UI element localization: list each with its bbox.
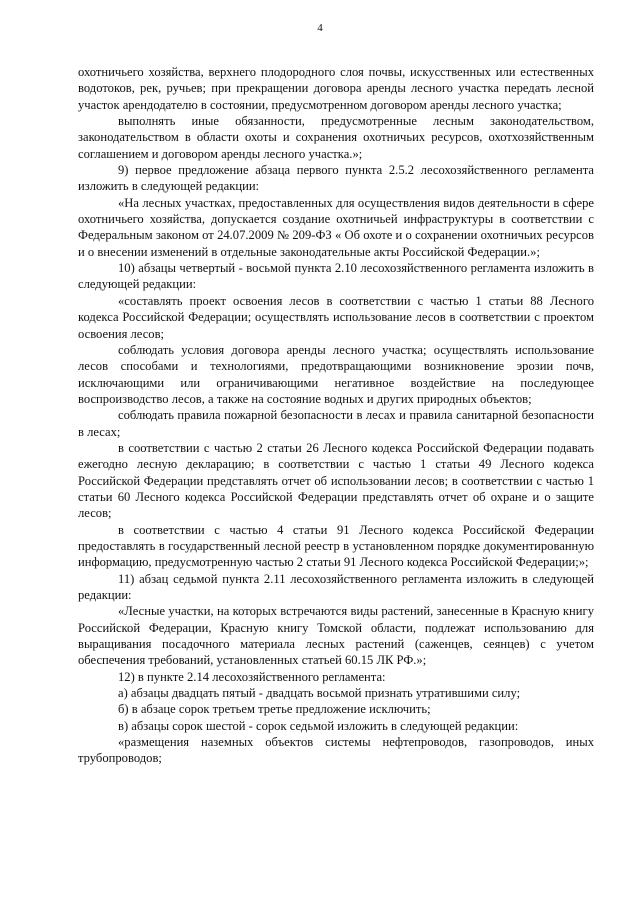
paragraph-2: выполнять иные обязанности, предусмотренные лесным законодательством, законодательством в области охоты и сохранения охотничьих ресурсов, охотхозяйственным соглашением и договором аренды лесного участка.»; [78, 114, 594, 161]
paragraph-5: 10) абзацы четвертый - восьмой пункта 2.10 лесохозяйственного регламента изложить в следующей редакции: [78, 261, 594, 292]
paragraph-17: «размещения наземных объектов системы нефтепроводов, газопроводов, иных трубопроводов; [78, 735, 594, 766]
document-body [78, 64, 594, 767]
paragraph-10: в соответствии с частью 4 статьи 91 Лесного кодекса Российской Федерации предоставлять в государственный лесной реестр в установленном порядке документированную информацию, предусмотренную частью 2 статьи 91 Лесного кодекса Российской Федерации;»; [78, 522, 594, 570]
paragraph-15: б) в абзаце сорок третьем третье предложение исключить; [118, 702, 431, 717]
paragraph-7: соблюдать условия договора аренды лесного участка; осуществлять использование лесов способами и технологиями, предотвращающими возникновение эрозии почв, исключающими или ограничивающими негативное воздействие на последующее воспроизводство лесов, а также на состояние водных и других природных объектов; [78, 342, 594, 406]
paragraph-14: а) абзацы двадцать пятый - двадцать восьмой признать утратившими силу; [118, 686, 521, 701]
paragraph-6: «составлять проект освоения лесов в соответствии с частью 1 статьи 88 Лесного кодекса Российской Федерации; осуществлять использование лесов в соответствии с проектом освоения лесов; [78, 293, 594, 341]
paragraph-11: 11) абзац седьмой пункта 2.11 лесохозяйственного регламента изложить в следующей редакции: [78, 571, 594, 602]
paragraph-1: охотничьего хозяйства, верхнего плодородного слоя почвы, искусственных или естественных водотоков, рек, ручьев; при прекращении договора аренды лесного участка передать лесной участок арендодателю в состоянии, предусмотренном договором аренды лесного участка; [78, 65, 594, 112]
paragraph-8: соблюдать правила пожарной безопасности в лесах и правила санитарной безопасности в лесах; [78, 408, 594, 439]
paragraph-4: «На лесных участках, предоставленных для осуществления видов деятельности в сфере охотничьего хозяйства, допускается создание охотничьей инфраструктуры в соответствии с Федеральным законом от 24.07.2009 № 209-ФЗ « Об охоте и о сохранении охотничьих ресурсов и о внесении изменений в отдельные законодательные акты Российской Федерации.»; [78, 195, 594, 259]
page-number: 4 [317, 22, 323, 34]
paragraph-9: в соответствии с частью 2 статьи 26 Лесного кодекса Российской Федерации подавать ежегодно лесную декларацию; в соответствии с частью 1 статьи 49 Лесного кодекса Российской Федерации представлять отчет об использовании лесов; в соответствии с частью 1 статьи 60 Лесного кодекса Российской Федерации представлять отчет об охране и о защите лесов; [78, 440, 594, 521]
paragraph-3: 9) первое предложение абзаца первого пункта 2.5.2 лесохозяйственного регламента изложить в следующей редакции: [78, 163, 594, 194]
paragraph-12: «Лесные участки, на которых встречаются виды растений, занесенные в Красную книгу Российской Федерации, Красную книгу Томской области, подлежат использованию для выращивания посадочного материала лесных растений (саженцев, сеянцев) с учетом обеспечения требований, установленных статьей 60.15 ЛК РФ.»; [78, 604, 594, 668]
paragraph-16: в) абзацы сорок шестой - сорок седьмой изложить в следующей редакции: [118, 718, 519, 733]
paragraph-13: 12) в пункте 2.14 лесохозяйственного регламента: [118, 669, 386, 684]
